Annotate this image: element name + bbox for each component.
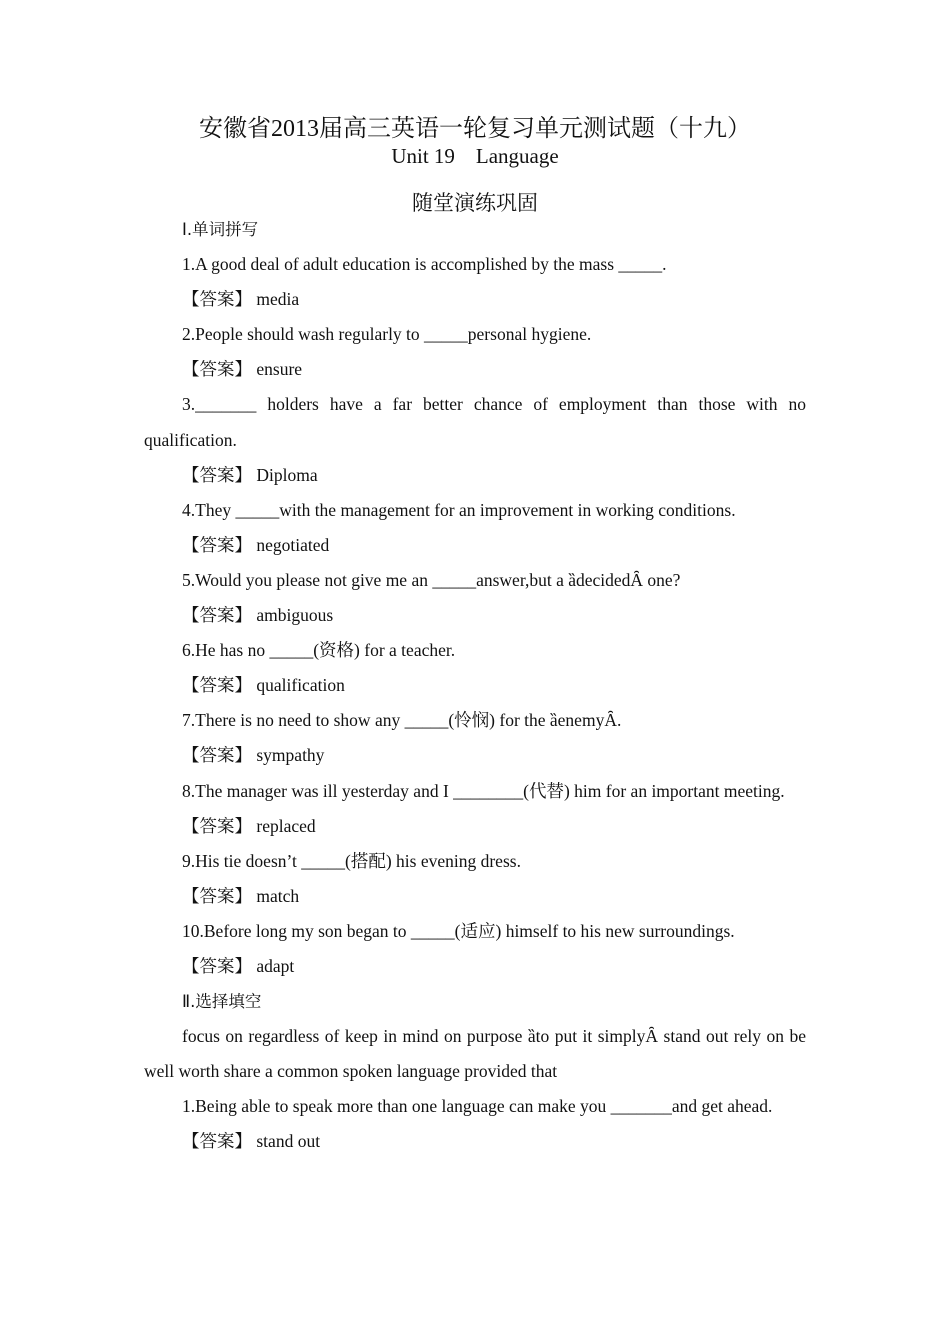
answer-6: 【答案】 qualification bbox=[182, 675, 345, 696]
word-bank: focus on regardless of keep in mind on purpose ȁto put it simplyȂ stand out rely on be well worth share a common spoken language provided that bbox=[144, 1026, 806, 1082]
question-3: 3._______ holders have a far better chance of employment than those with no qualification. bbox=[144, 394, 806, 450]
question-5: 5.Would you please not give me an _____answer,but a ȁdecidedȂ one? bbox=[182, 569, 681, 590]
answer-1: 【答案】 media bbox=[182, 289, 300, 310]
question-2: 2.People should wash regularly to _____personal hygiene. bbox=[182, 324, 592, 345]
answer-10: 【答案】 adapt bbox=[182, 955, 295, 976]
question-9: 9.His tie doesn’t _____(搭配) his evening dress. bbox=[182, 850, 521, 871]
question-1: 1.A good deal of adult education is accomplished by the mass _____. bbox=[182, 254, 667, 275]
s2-question-1: 1.Being able to speak more than one language can make you _______and get ahead. bbox=[182, 1096, 773, 1117]
practice-heading: 随堂演练巩固 bbox=[412, 191, 538, 215]
answer-8: 【答案】 replaced bbox=[182, 815, 316, 836]
page-title: 安徽省2013届高三英语一轮复习单元测试题（十九） bbox=[199, 116, 751, 142]
answer-9: 【答案】 match bbox=[182, 885, 300, 906]
question-7: 7.There is no need to show any _____(怜悯) for the ȁenemyȂ. bbox=[182, 710, 622, 731]
question-4: 4.They _____with the management for an improvement in working conditions. bbox=[182, 499, 736, 520]
question-10: 10.Before long my son began to _____(适应) himself to his new surroundings. bbox=[182, 920, 735, 941]
answer-7: 【答案】 sympathy bbox=[182, 745, 325, 766]
unit-subtitle: Unit 19 Language bbox=[391, 144, 559, 168]
answer-2: 【答案】 ensure bbox=[182, 359, 303, 380]
answer-3: 【答案】 Diploma bbox=[182, 464, 318, 485]
question-6: 6.He has no _____(资格) for a teacher. bbox=[182, 640, 456, 661]
s2-answer-1: 【答案】 stand out bbox=[182, 1131, 321, 1152]
question-8: 8.The manager was ill yesterday and I ________(代替) him for an important meeting. bbox=[182, 780, 785, 801]
answer-5: 【答案】 ambiguous bbox=[182, 605, 334, 626]
section1-heading: Ⅰ.单词拼写 bbox=[182, 220, 259, 239]
answer-4: 【答案】 negotiated bbox=[182, 534, 330, 555]
document-body bbox=[144, 212, 806, 1160]
section2-heading: Ⅱ.选择填空 bbox=[182, 992, 262, 1012]
